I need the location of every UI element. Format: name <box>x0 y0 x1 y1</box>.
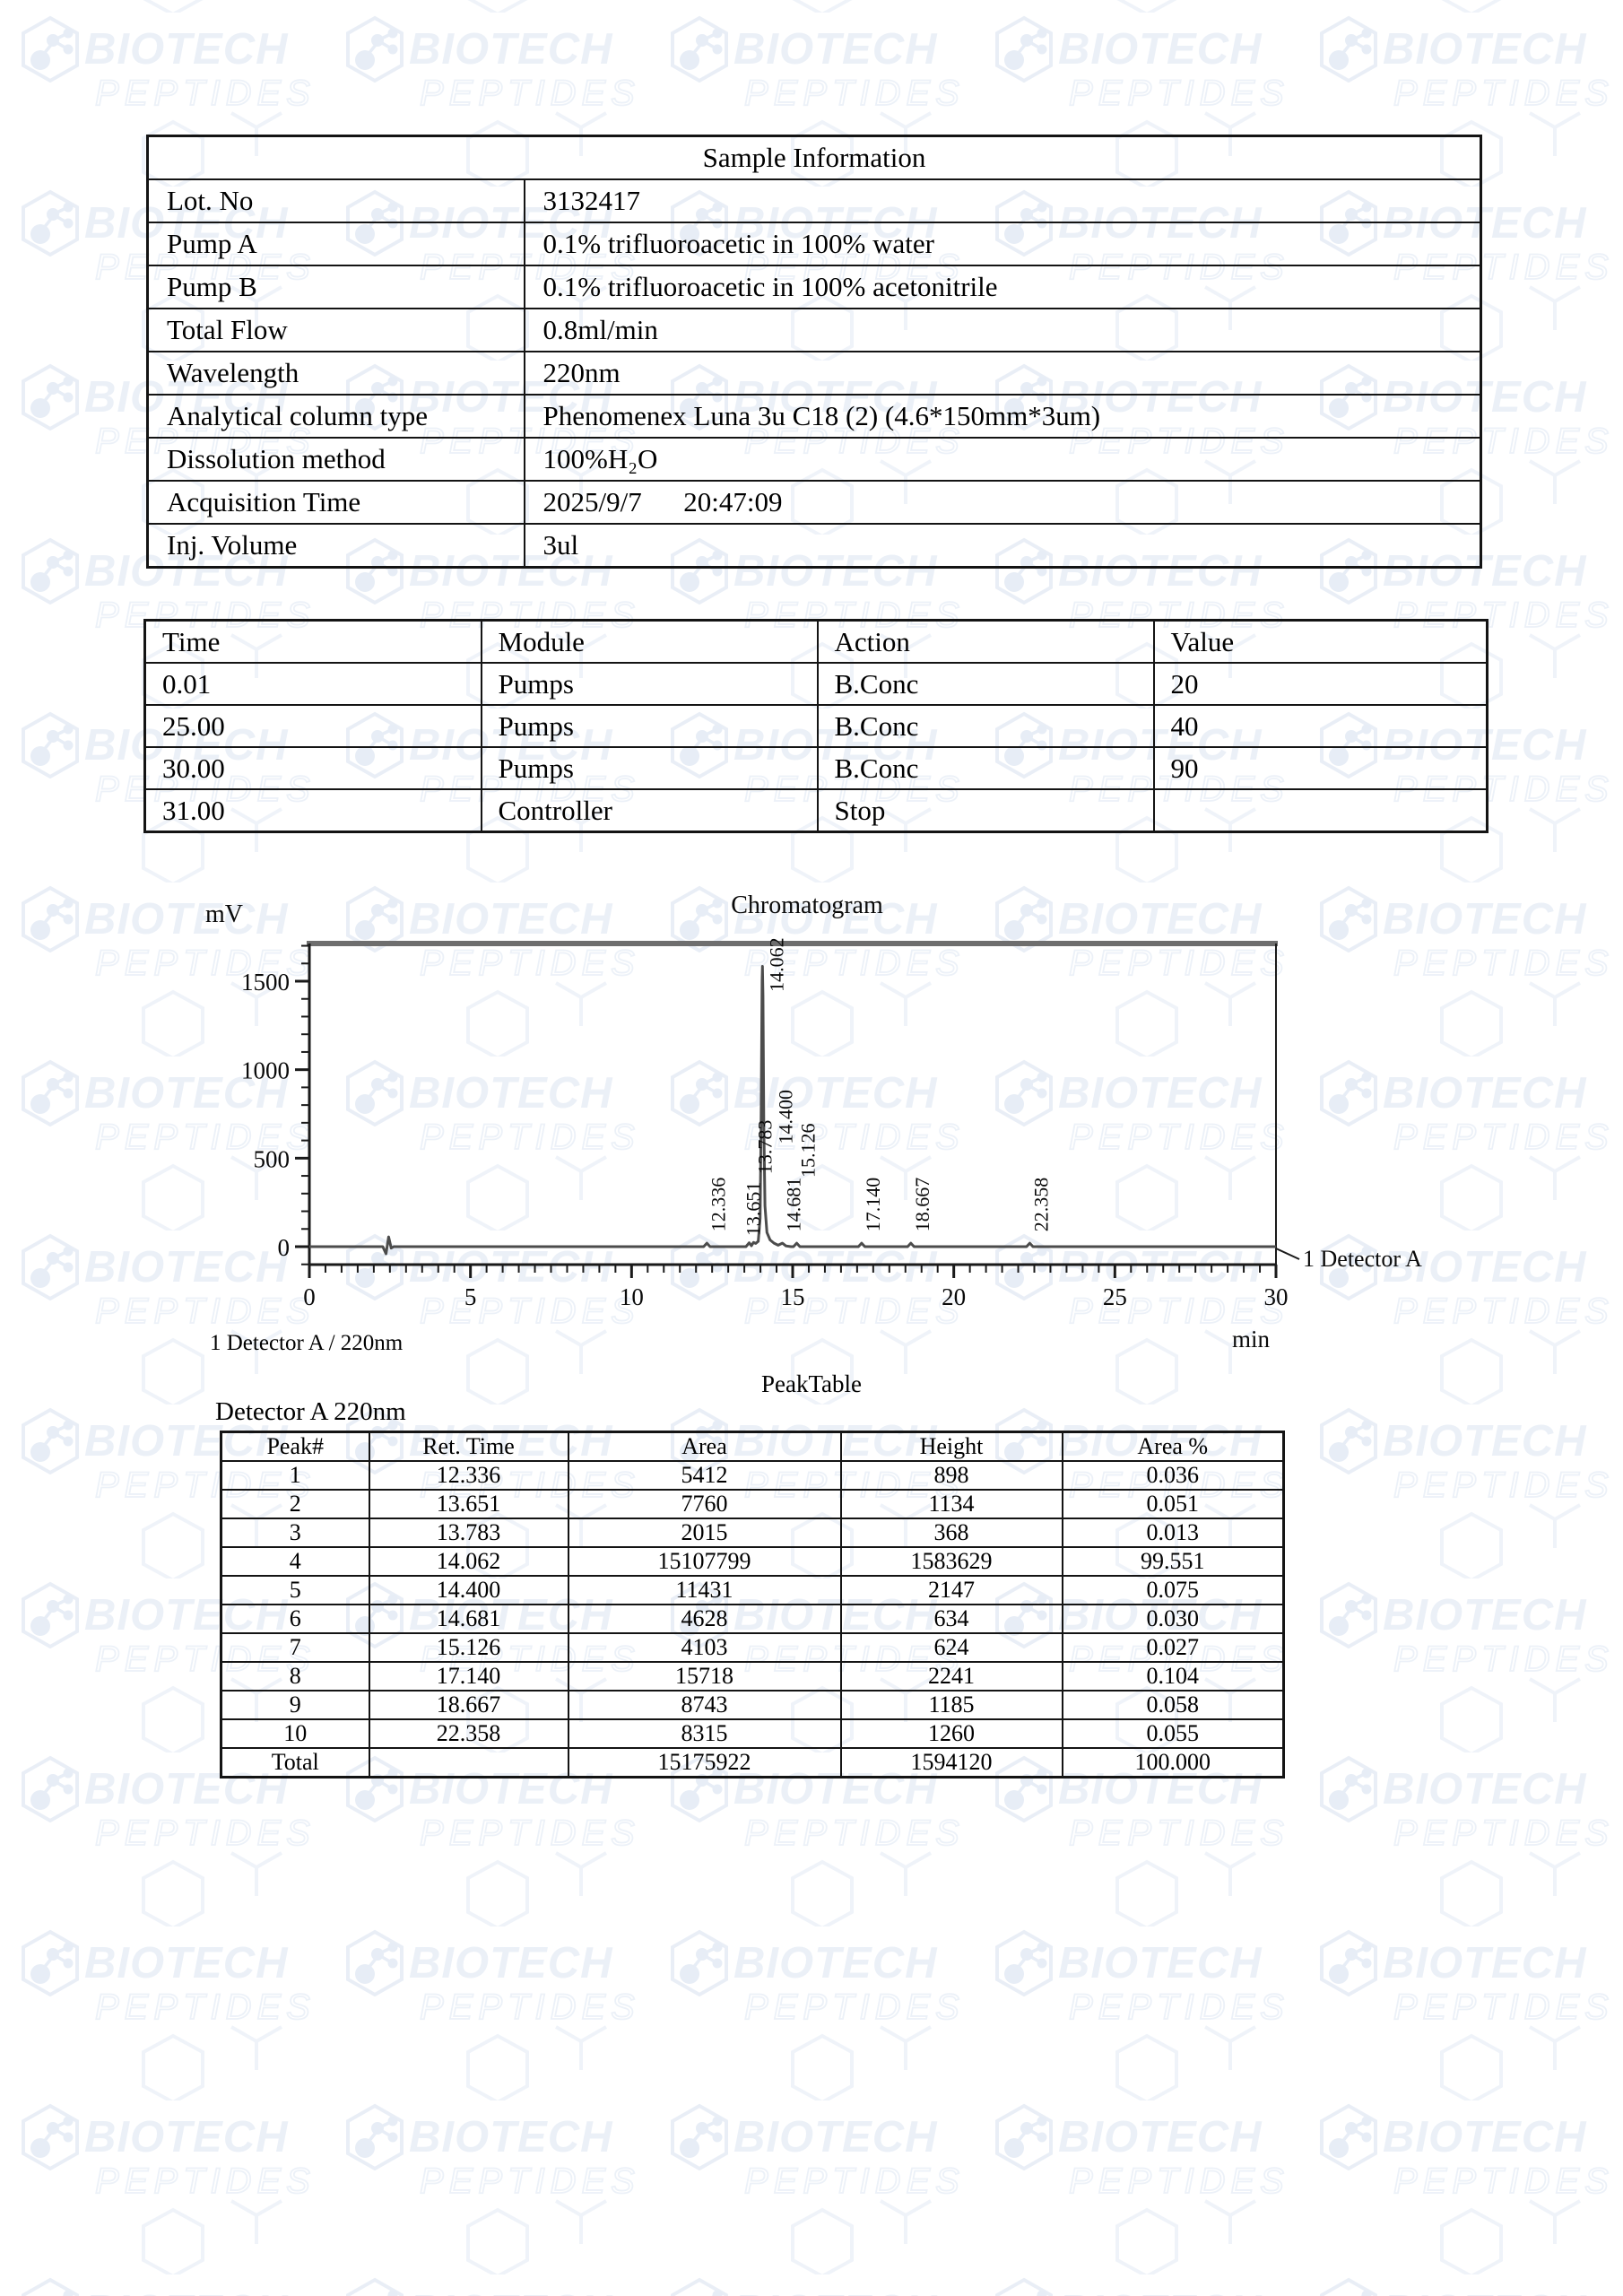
x-tick-label: 10 <box>619 1283 644 1310</box>
sample-info-value: 2025/9/7 20:47:09 <box>525 481 1481 524</box>
cell-area: 8743 <box>568 1691 841 1719</box>
gradient-program-table <box>143 619 1488 833</box>
cell-height: 2241 <box>841 1662 1063 1691</box>
cell-rettime: 18.667 <box>369 1691 568 1719</box>
sample-info-value: 100%H₂O <box>525 438 1481 481</box>
y-tick-label: 0 <box>277 1234 290 1261</box>
table-row <box>221 1432 1284 1462</box>
table-row <box>145 663 1488 705</box>
cell-time: 30.00 <box>145 747 482 789</box>
cell-rettime: 12.336 <box>369 1461 568 1490</box>
table-row <box>221 1490 1284 1518</box>
table-row <box>145 705 1488 747</box>
x-tick-label: 30 <box>1263 1283 1289 1310</box>
cell-rettime: 22.358 <box>369 1719 568 1748</box>
table-row <box>148 222 1481 265</box>
column-header-rettime: Ret. Time <box>369 1432 568 1462</box>
peak-retention-label: 17.140 <box>861 1177 884 1232</box>
detector-channel-label: 1 Detector A / 220nm <box>210 1331 404 1355</box>
cell-rettime: 14.681 <box>369 1605 568 1633</box>
column-header-action: Action <box>818 621 1154 664</box>
cell-action: B.Conc <box>818 705 1154 747</box>
cell-areapct: 0.027 <box>1063 1633 1284 1662</box>
cell-areapct: 0.036 <box>1063 1461 1284 1490</box>
sample-info-value: 3132417 <box>525 179 1481 222</box>
chart-title: Chromatogram <box>731 891 883 919</box>
table-row <box>145 747 1488 789</box>
table-row <box>148 395 1481 438</box>
cell-time: 31.00 <box>145 789 482 832</box>
table-row <box>221 1633 1284 1662</box>
cell-peak: 4 <box>221 1547 369 1576</box>
sample-info-label: Acquisition Time <box>148 481 525 524</box>
column-header-module: Module <box>482 621 818 664</box>
sample-info-table <box>146 135 1482 569</box>
table-row <box>148 352 1481 395</box>
sample-info-value: 3ul <box>525 524 1481 568</box>
peak-retention-label: 14.062 <box>765 937 788 992</box>
cell-areapct: 0.051 <box>1063 1490 1284 1518</box>
x-tick-label: 25 <box>1102 1283 1127 1310</box>
column-header-area: Area <box>568 1432 841 1462</box>
cell-value: 40 <box>1154 705 1488 747</box>
cell-areapct: 99.551 <box>1063 1547 1284 1576</box>
table-row <box>148 136 1481 180</box>
cell-peak: 1 <box>221 1461 369 1490</box>
cell-module: Pumps <box>482 663 818 705</box>
table-row <box>221 1691 1284 1719</box>
cell-peak: 2 <box>221 1490 369 1518</box>
cell-action: B.Conc <box>818 663 1154 705</box>
cell-total-height: 1594120 <box>841 1748 1063 1778</box>
cell-rettime: 13.651 <box>369 1490 568 1518</box>
cell-rettime: 17.140 <box>369 1662 568 1691</box>
cell-rettime: 15.126 <box>369 1633 568 1662</box>
sample-info-label: Wavelength <box>148 352 525 395</box>
cell-module: Pumps <box>482 705 818 747</box>
cell-module: Controller <box>482 789 818 832</box>
sample-info-label: Pump A <box>148 222 525 265</box>
column-header-value: Value <box>1154 621 1488 664</box>
table-row <box>221 1547 1284 1576</box>
table-row-total <box>221 1748 1284 1778</box>
sample-info-value: 0.1% trifluoroacetic in 100% water <box>525 222 1481 265</box>
cell-action: B.Conc <box>818 747 1154 789</box>
y-tick-label: 1000 <box>241 1057 290 1084</box>
table-row <box>221 1576 1284 1605</box>
cell-total-area: 15175922 <box>568 1748 841 1778</box>
cell-area: 4628 <box>568 1605 841 1633</box>
cell-action: Stop <box>818 789 1154 832</box>
cell-area: 15718 <box>568 1662 841 1691</box>
sample-info-label: Dissolution method <box>148 438 525 481</box>
peak-retention-label: 22.358 <box>1029 1177 1053 1232</box>
table-row <box>148 179 1481 222</box>
table-row <box>221 1518 1284 1547</box>
y-tick-label: 500 <box>253 1145 290 1173</box>
sample-info-value: 220nm <box>525 352 1481 395</box>
x-tick-label: 0 <box>303 1283 316 1310</box>
cell-area: 8315 <box>568 1719 841 1748</box>
cell-area: 4103 <box>568 1633 841 1662</box>
detector-leader-line <box>1276 1248 1299 1259</box>
sample-info-title: Sample Information <box>148 136 1481 180</box>
chromatogram-chart <box>0 861 1623 1381</box>
cell-peak: 7 <box>221 1633 369 1662</box>
cell-areapct: 0.055 <box>1063 1719 1284 1748</box>
table-row <box>221 1719 1284 1748</box>
table-row <box>145 621 1488 664</box>
cell-height: 1260 <box>841 1719 1063 1748</box>
table-row <box>145 789 1488 832</box>
cell-rettime: 13.783 <box>369 1518 568 1547</box>
peak-retention-label: 18.667 <box>910 1177 933 1232</box>
column-header-height: Height <box>841 1432 1063 1462</box>
cell-areapct: 0.058 <box>1063 1691 1284 1719</box>
sample-info-label: Pump B <box>148 265 525 309</box>
cell-height: 624 <box>841 1633 1063 1662</box>
cell-height: 1583629 <box>841 1547 1063 1576</box>
cell-area: 15107799 <box>568 1547 841 1576</box>
cell-height: 898 <box>841 1461 1063 1490</box>
cell-peak: 9 <box>221 1691 369 1719</box>
sample-info-label: Total Flow <box>148 309 525 352</box>
cell-height: 1134 <box>841 1490 1063 1518</box>
cell-height: 1185 <box>841 1691 1063 1719</box>
cell-area: 7760 <box>568 1490 841 1518</box>
x-tick-label: 15 <box>780 1283 805 1310</box>
sample-info-label: Analytical column type <box>148 395 525 438</box>
cell-areapct: 0.030 <box>1063 1605 1284 1633</box>
sample-info-value: 0.8ml/min <box>525 309 1481 352</box>
table-row <box>148 265 1481 309</box>
cell-peak: 5 <box>221 1576 369 1605</box>
cell-time: 0.01 <box>145 663 482 705</box>
table-row <box>148 481 1481 524</box>
peak-table <box>220 1431 1285 1779</box>
cell-area: 2015 <box>568 1518 841 1547</box>
sample-info-label: Lot. No <box>148 179 525 222</box>
table-row <box>148 309 1481 352</box>
cell-rettime: 14.062 <box>369 1547 568 1576</box>
table-row <box>221 1605 1284 1633</box>
cell-peak: 3 <box>221 1518 369 1547</box>
sample-info-value: Phenomenex Luna 3u C18 (2) (4.6*150mm*3um) <box>525 395 1481 438</box>
cell-time: 25.00 <box>145 705 482 747</box>
cell-area: 5412 <box>568 1461 841 1490</box>
cell-areapct: 0.104 <box>1063 1662 1284 1691</box>
x-axis-unit-label: min <box>1231 1326 1271 1352</box>
cell-height: 634 <box>841 1605 1063 1633</box>
cell-module: Pumps <box>482 747 818 789</box>
column-header-time: Time <box>145 621 482 664</box>
y-tick-label: 1500 <box>241 969 290 996</box>
cell-rettime: 14.400 <box>369 1576 568 1605</box>
cell-height: 368 <box>841 1518 1063 1547</box>
cell-peak: 10 <box>221 1719 369 1748</box>
peak-retention-label: 13.783 <box>753 1119 777 1175</box>
cell-total-rettime <box>369 1748 568 1778</box>
sample-info-value: 0.1% trifluoroacetic in 100% acetonitrile <box>525 265 1481 309</box>
cell-areapct: 0.013 <box>1063 1518 1284 1547</box>
peak-retention-label: 13.651 <box>742 1181 765 1237</box>
column-header-peak: Peak# <box>221 1432 369 1462</box>
table-row <box>148 438 1481 481</box>
cell-value: 20 <box>1154 663 1488 705</box>
x-tick-label: 20 <box>942 1283 967 1310</box>
table-row <box>221 1662 1284 1691</box>
cell-areapct: 0.075 <box>1063 1576 1284 1605</box>
cell-height: 2147 <box>841 1576 1063 1605</box>
peak-table-title: PeakTable <box>760 1370 863 1397</box>
x-tick-label: 5 <box>464 1283 477 1310</box>
cell-total-areapct: 100.000 <box>1063 1748 1284 1778</box>
cell-area: 11431 <box>568 1576 841 1605</box>
table-row <box>221 1461 1284 1490</box>
cell-peak: 8 <box>221 1662 369 1691</box>
peak-retention-label: 12.336 <box>707 1177 730 1232</box>
cell-peak: 6 <box>221 1605 369 1633</box>
detector-legend-label: 1 Detector A <box>1303 1246 1422 1272</box>
peak-retention-label: 15.126 <box>796 1123 820 1178</box>
cell-value: 90 <box>1154 747 1488 789</box>
table-row <box>148 524 1481 568</box>
peak-retention-label: 14.681 <box>782 1177 805 1232</box>
peak-retention-label: 14.400 <box>774 1090 797 1144</box>
cell-total-label: Total <box>221 1748 369 1778</box>
column-header-areapct: Area % <box>1063 1432 1284 1462</box>
peak-table-subtitle: Detector A 220nm <box>215 1397 406 1426</box>
cell-value <box>1154 789 1488 832</box>
y-axis-unit-label: mV <box>205 900 243 928</box>
sample-info-label: Inj. Volume <box>148 524 525 568</box>
